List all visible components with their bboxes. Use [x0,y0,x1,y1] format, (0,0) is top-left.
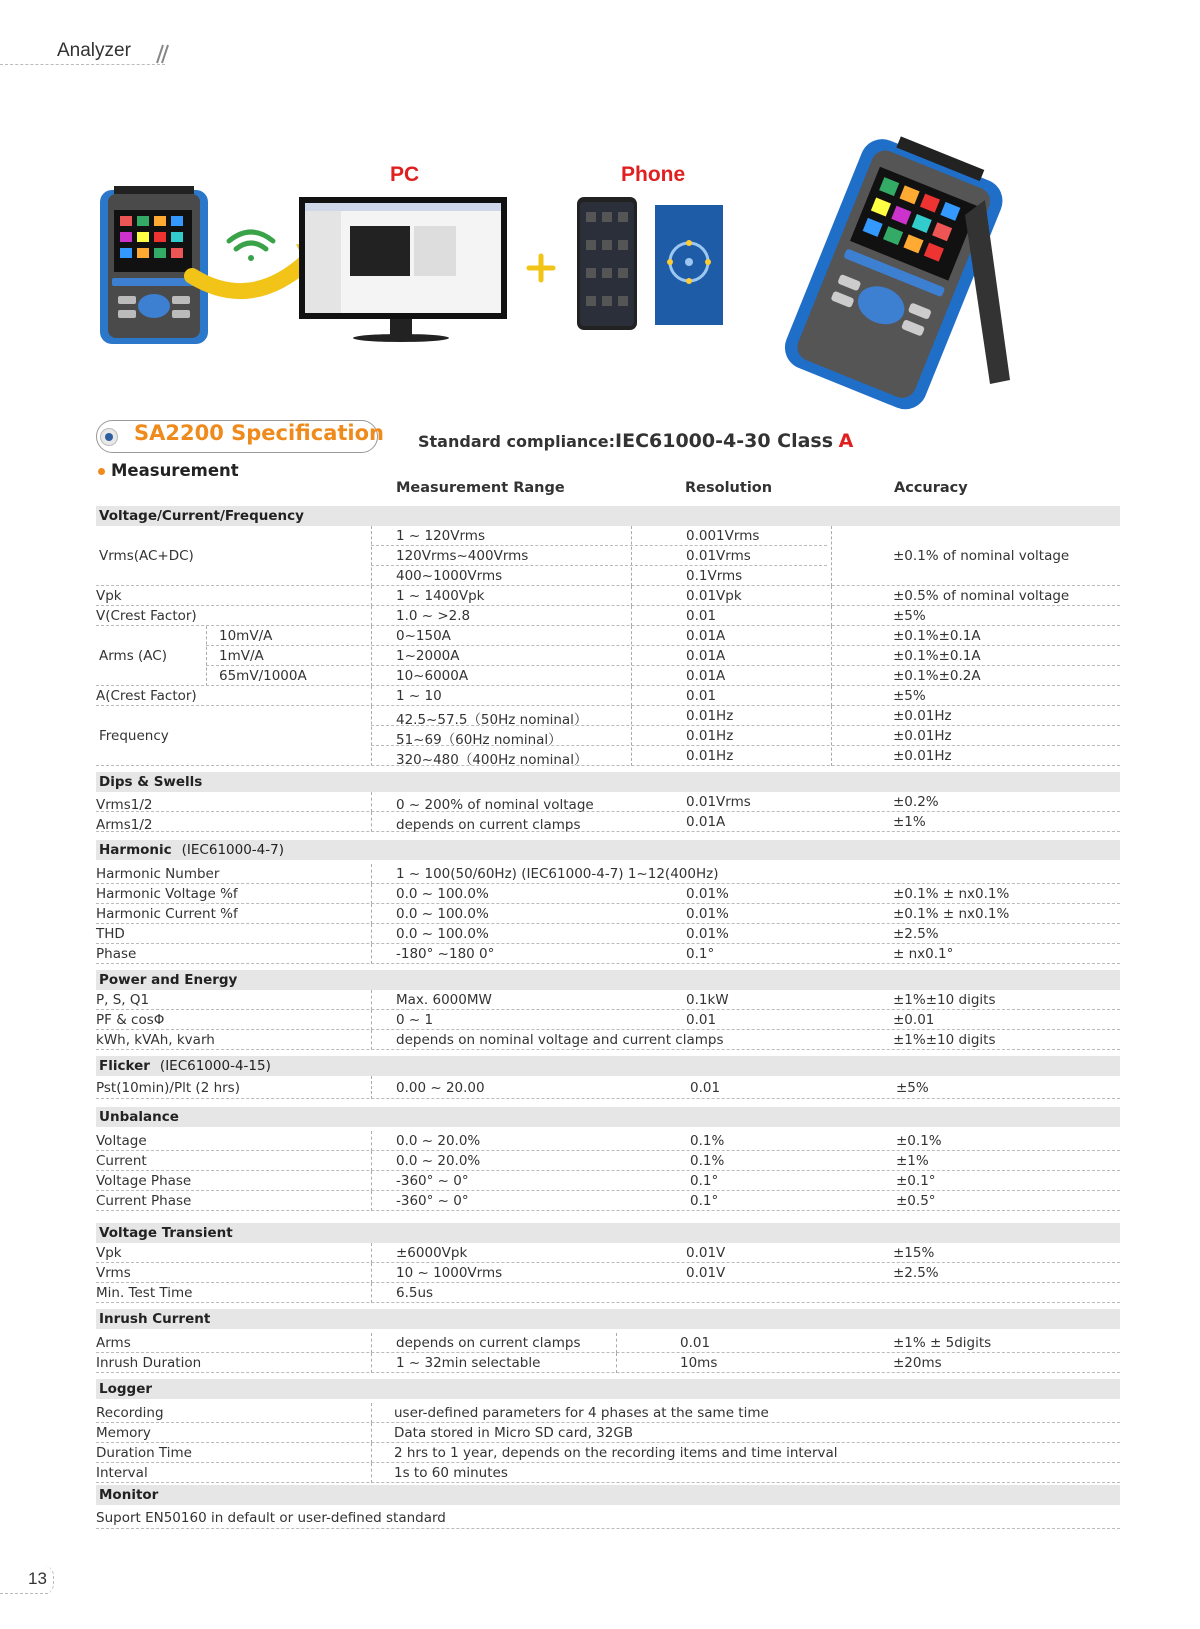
cell-label: Min. Test Time [96,1285,193,1301]
footer-divider [0,1593,48,1594]
cell-resolution: 0.001Vrms [686,528,760,544]
cell-label: Duration Time [96,1445,192,1461]
cell-label: PF & cosΦ [96,1012,165,1028]
section-header [96,506,1120,526]
cell-accuracy: ±0.1% of nominal voltage [893,548,1070,564]
cell-range: 6.5us [396,1285,434,1301]
cell-resolution: 0.01 [690,1080,721,1096]
table-row [96,1030,1120,1050]
cell-accuracy: ±0.1% [896,1133,942,1149]
cell-resolution: 0.01A [686,648,726,664]
cell-range: 42.5~57.5（50Hz nominal） [396,712,588,728]
table-row [96,1333,1120,1353]
cell-value: 2 hrs to 1 year, depends on the recording items and time interval [394,1445,838,1461]
table-row [96,864,1120,884]
cell-accuracy: ±1% ± 5digits [893,1335,992,1351]
cell-range: 1.0 ~ >2.8 [396,608,471,624]
cell-resolution: 0.1° [690,1193,719,1209]
cell-range: 320~480（400Hz nominal） [396,752,588,768]
table-row [96,1353,1120,1373]
table-row [96,1076,1120,1099]
cell-accuracy: ± nx0.1° [893,946,954,962]
cell-range: ±6000Vpk [396,1245,468,1261]
cell-range: -360° ~ 0° [396,1193,469,1209]
cell-resolution: 0.01% [686,906,729,922]
cell-range: 1~2000A [396,648,460,664]
table-row [96,812,1120,832]
section-header [96,1485,1120,1505]
cell-clamp: 1mV/A [219,648,264,664]
device-connection-graphic [0,0,1200,420]
cell-clamp: 10mV/A [219,628,273,644]
cell-label: Vrms [96,1265,131,1281]
table-row [96,1463,1120,1483]
table-row [96,746,1120,766]
section-subtitle: (IEC61000-4-7) [181,842,284,858]
section-title: Monitor [99,1487,159,1503]
cell-accuracy: ±0.01Hz [893,748,952,764]
section-title: Flicker [99,1058,150,1074]
section-title: Power and Energy [99,972,238,988]
power-rows [96,990,1120,1030]
cell-label: Current Phase [96,1193,192,1209]
cell-resolution: 0.01% [686,886,729,902]
cell-label: Memory [96,1425,151,1441]
cell-range: 0.0 ~ 100.0% [396,886,489,902]
table-row [96,904,1120,924]
cell-range: 120Vrms~400Vrms [396,548,529,564]
cell-label: Suport EN50160 in default or user-defined standard [96,1510,446,1526]
vrms-group [96,526,1120,586]
table-row [96,1423,1120,1443]
table-row [96,1010,1120,1030]
cell-resolution: 0.01Vpk [686,588,742,604]
table-row [96,1443,1120,1463]
cell-resolution: 0.1% [690,1153,725,1169]
cell-range: 10~6000A [396,668,469,684]
cell-accuracy: ±1%±10 digits [893,1032,996,1048]
cell-accuracy: ±0.01 [893,1012,935,1028]
cell-resolution: 0.1° [686,946,715,962]
section-title: Voltage/Current/Frequency [99,508,304,524]
cell-resolution: 0.01Hz [686,708,734,724]
cell-resolution: 0.01 [686,1012,717,1028]
cell-resolution: 0.01 [686,688,717,704]
table-row [96,646,1120,666]
cell-label: Arms1/2 [96,817,153,833]
cell-range: 1 ~ 1400Vpk [396,588,485,604]
section-title: Voltage Transient [99,1225,233,1241]
app-screen-image [655,205,723,325]
table-row [96,1403,1120,1423]
cell-range: 1 ~ 32min selectable [396,1355,541,1371]
cell-label: Recording [96,1405,164,1421]
unbalance-rows [96,1131,1120,1211]
table-row [96,1283,1120,1303]
inrush-rows [96,1333,1120,1373]
large-analyzer-image [778,125,1012,416]
standard-compliance [418,430,853,452]
cell-accuracy: ±0.1% ± nx0.1% [893,886,1010,902]
table-row [96,990,1120,1010]
cell-range: 51~69（60Hz nominal） [396,732,562,748]
cell-accuracy: ±1% [896,1153,929,1169]
bullet-icon [100,428,118,446]
cell-range: 0 ~ 1 [396,1012,434,1028]
cell-resolution: 0.01A [686,668,726,684]
product-illustration [0,0,1200,420]
cell-range: 0 ~ 200% of nominal voltage [396,797,594,813]
cell-resolution: 0.01 [686,608,717,624]
cell-label: V(Crest Factor) [96,608,197,624]
cell-accuracy: ±0.01Hz [893,708,952,724]
cell-value: Data stored in Micro SD card, 32GB [394,1425,634,1441]
cell-resolution: 0.01 [680,1335,711,1351]
monitor-image [299,197,507,342]
logger-rows [96,1403,1120,1483]
cell-resolution: 0.01% [686,926,729,942]
cell-value: user-defined parameters for 4 phases at the same time [394,1405,769,1421]
cell-label: Voltage Phase [96,1173,192,1189]
table-row [96,924,1120,944]
cell-accuracy: ±0.5% of nominal voltage [893,588,1070,604]
phone-image [577,197,637,330]
cell-label: Harmonic Number [96,866,220,882]
cell-resolution: 0.01V [686,1245,726,1261]
cell-range: 0.0 ~ 20.0% [396,1133,481,1149]
cell-range: depends on nominal voltage and current clamps [396,1032,724,1048]
table-row [96,706,1120,726]
cell-accuracy: ±0.1° [896,1173,936,1189]
cell-range: Max. 6000MW [396,992,492,1008]
table-row [96,1263,1120,1283]
table-row [96,1191,1120,1211]
cell-label: Arms [96,1335,131,1351]
table-row [96,526,1120,546]
cell-range: 0.0 ~ 100.0% [396,906,489,922]
table-row [96,884,1120,904]
cell-label: Harmonic Voltage %f [96,886,238,902]
cell-resolution: 0.01A [686,814,726,830]
measurement-heading: Measurement [111,461,239,480]
cell-accuracy: ±15% [893,1245,935,1261]
cell-accuracy: ±0.5° [896,1193,936,1209]
cell-resolution: 0.01A [686,628,726,644]
cell-range: 1 ~ 10 [396,688,442,704]
harmonic-rows [96,884,1120,964]
row-label: Vrms(AC+DC) [99,548,194,564]
cell-label: A(Crest Factor) [96,688,197,704]
cell-range: -360° ~ 0° [396,1173,469,1189]
cell-range: -180° ~180 0° [396,946,495,962]
section-title: Logger [99,1381,153,1397]
cell-resolution: 0.01Vrms [686,548,751,564]
standard-prefix: Standard compliance: [418,432,616,451]
section-header [96,772,1120,792]
table-row [96,626,1120,646]
section-header [96,970,1120,990]
cell-resolution: 0.01Hz [686,748,734,764]
transient-rows [96,1243,1120,1303]
table-row [96,1243,1120,1263]
table-row [96,944,1120,964]
cell-accuracy: ±0.1%±0.1A [893,648,981,664]
cell-range: 0.0 ~ 100.0% [396,926,489,942]
cell-resolution: 0.01V [686,1265,726,1281]
cell-resolution: 10ms [680,1355,718,1371]
section-header [96,1379,1120,1399]
table-row [96,1151,1120,1171]
arms-group [96,626,1120,686]
cell-clamp: 65mV/1000A [219,668,307,684]
cell-resolution: 0.1kW [686,992,729,1008]
cell-range: 0.00 ~ 20.00 [396,1080,485,1096]
cell-accuracy: ±2.5% [893,1265,939,1281]
cell-resolution: 0.1° [690,1173,719,1189]
table-row [96,792,1120,812]
cell-accuracy: ±0.2% [893,794,939,810]
cell-accuracy: ±2.5% [893,926,939,942]
cell-accuracy: ±5% [893,608,926,624]
cell-range: depends on current clamps [396,817,581,833]
cell-resolution: 0.01Hz [686,728,734,744]
cell-label: Vpk [96,1245,122,1261]
cell-accuracy: ±1% [893,814,926,830]
cell-range: 1 ~ 100(50/60Hz) (IEC61000-4-7) 1~12(400Hz) [396,866,719,882]
cell-resolution: 0.01Vrms [686,794,751,810]
col-header-accuracy: Accuracy [894,480,968,496]
section-header [96,1223,1120,1243]
cell-range: depends on current clamps [396,1335,581,1351]
spec-title: SA2200 Specification [134,421,384,445]
cell-range: 400~1000Vrms [396,568,503,584]
cell-accuracy: ±5% [896,1080,929,1096]
pc-label: PC [390,163,420,186]
table-row [96,1131,1120,1151]
cell-range: 0.0 ~ 20.0% [396,1153,481,1169]
table-row [96,1171,1120,1191]
cell-range: 1 ~ 120Vrms [396,528,485,544]
plus-icon [529,256,553,280]
flicker-rows [96,1076,1120,1099]
wifi-icon [229,232,273,261]
section-title: Dips & Swells [99,774,203,790]
cell-accuracy: ±0.1%±0.1A [893,628,981,644]
cell-label: Inrush Duration [96,1355,202,1371]
cell-label: Vrms1/2 [96,797,153,813]
cell-accuracy: ±20ms [893,1355,942,1371]
cell-accuracy: ±1%±10 digits [893,992,996,1008]
standard-value: IEC61000-4-30 Class [615,430,834,452]
cell-label: THD [96,926,125,942]
small-analyzer-image [100,186,208,344]
phone-label: Phone [621,163,686,186]
page-number: 13 [28,1569,47,1588]
cell-accuracy: ±0.1% ± nx0.1% [893,906,1010,922]
standard-class: A [838,430,854,452]
cell-label: Harmonic Current %f [96,906,238,922]
cell-label: Interval [96,1465,148,1481]
spec-table [96,506,1120,1529]
section-header [96,840,1120,860]
cell-label: kWh, kVAh, kvarh [96,1032,215,1048]
page-header-title: Analyzer [57,40,131,61]
section-subtitle: (IEC61000-4-15) [159,1058,271,1074]
cell-label: Pst(10min)/Plt (2 hrs) [96,1080,240,1096]
section-header [96,1107,1120,1127]
cell-label: Voltage [96,1133,147,1149]
frequency-group [96,706,1120,766]
cell-resolution: 0.1% [690,1133,725,1149]
table-row [96,606,1120,626]
bullet-icon [98,468,105,475]
col-header-range: Measurement Range [396,480,565,496]
cell-label: Phase [96,946,137,962]
table-row [96,726,1120,746]
row-label: Frequency [99,728,169,744]
cell-label: Vpk [96,588,122,604]
table-row [96,546,1120,566]
row-label: Arms (AC) [99,648,167,664]
table-row [96,566,1120,586]
table-row [96,586,1120,606]
section-header [96,1309,1120,1329]
cell-accuracy: ±0.01Hz [893,728,952,744]
section-title: Unbalance [99,1109,179,1125]
section-title: Harmonic [99,842,172,858]
cell-range: 10 ~ 1000Vrms [396,1265,503,1281]
table-row [96,1505,1120,1529]
table-row [96,666,1120,686]
cell-label: Current [96,1153,147,1169]
cell-resolution: 0.1Vrms [686,568,743,584]
table-row [96,686,1120,706]
col-header-resolution: Resolution [685,480,773,496]
cell-accuracy: ±5% [893,688,926,704]
cell-label: P, S, Q1 [96,992,150,1008]
cell-value: 1s to 60 minutes [394,1465,508,1481]
section-title: Inrush Current [99,1311,211,1327]
section-header [96,1056,1120,1076]
cell-range: 0~150A [396,628,451,644]
cell-accuracy: ±0.1%±0.2A [893,668,981,684]
